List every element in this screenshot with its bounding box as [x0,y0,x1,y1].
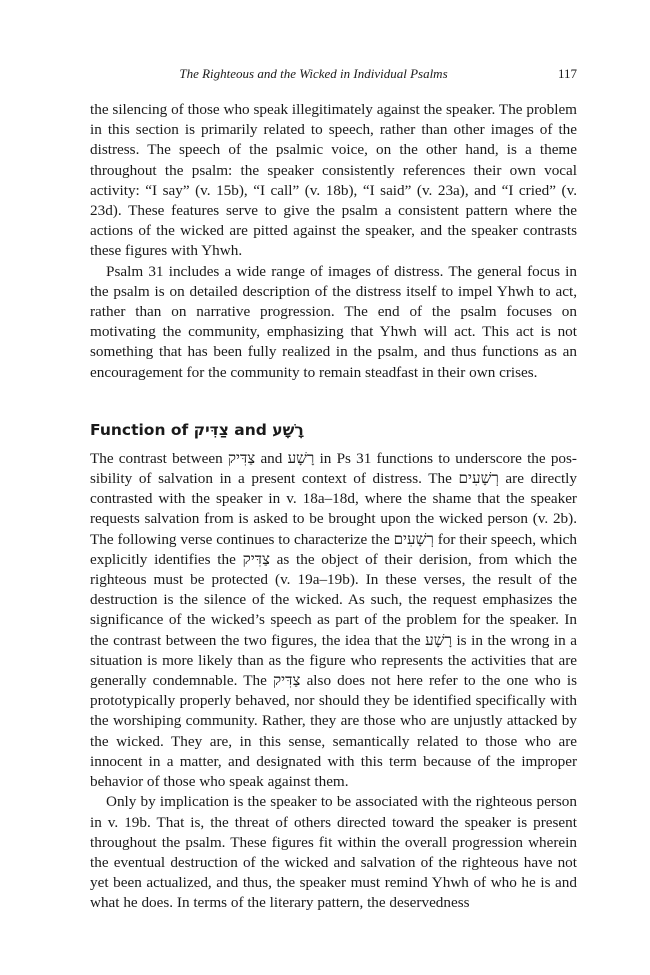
paragraph: the silencing of those who speak illegitimately against the speaker. The problem in this section is primarily related to speech, rather than other images of the distress. The speech of the psalmic voice, on the other hand, is a theme throughout the psalm: the speaker consistently references their own vocal activity: “I say” (v. 15b), “I call” (v. 18b), “I said” (v. 23a), and “I cried” (v. 23d). These features serve to give the psalm a consistent pattern where the actions of the wicked are pitted against the speaker, and the speaker contrasts these figures with Yhwh. [90,101,577,260]
heading-hebrew-term-tsaddiq: צַדִּיק [193,420,229,439]
body-text [90,100,577,383]
section-heading [90,421,577,439]
section-body [90,449,577,914]
running-title: The Righteous and the Wicked in Individual Psalms [179,66,448,81]
running-head [90,66,577,86]
paragraph: Only by implication is the speaker to be associated with the righteous person in v. 19b. That is, the threat of others directed toward the speaker is present throughout the psalm. These figures fit within the overall progression wherein the eventual destruction of the wicked and salvation of the righteous have not yet been actualized, and thus, the speaker must remind Yhwh of who he is and what he does. In terms of the literary pattern, the deservedness [90,793,577,912]
heading-conjunction: and [228,420,273,439]
heading-hebrew-term-rasha: רָשָׁע [272,420,304,439]
book-page [90,66,577,914]
paragraph: The contrast between צַדִּיק and רָשָׁע in Ps 31 functions to underscore the possibility of salvation in a present context of distress. The רְשָׁעִים are directly contrasted with the speaker in v. 18a–18d, where the shame that the speaker requests salvation from is asked to be brought upon the wicked person (v. 2b). The following verse continues to characterize the רְשָׁעִים for their speech, which explicitly identifies the צַדִּיק as the object of their derision, from which the righteous must be protected (v. 19a–19b). In these verses, the result of the destruction is the silence of the wicked. As such, the request emphasizes the significance of the wicked’s speech as part of the problem for the speaker. In the contrast between the two figures, the idea that the רָשָׁע is in the wrong in a situation is more likely than as the figure who represents the activities that are generally condemnable. The צַדִּיק also does not here refer to the one who is prototypically properly behaved, nor should they be identified specifically with the worshiping community. Rather, they are those who are unjustly attacked by the wicked. They are, in this sense, semantically related to those who are innocent in a matter, and designated with this term because of the improper behavior of those who speak against them. [90,449,578,791]
paragraph: Psalm 31 includes a wide range of images of distress. The general focus in the psalm is on detailed description of the distress itself to impel Yhwh to act, rather than on narrative progression. The end of the psalm focuses on motivating the community, emphasizing that Yhwh will act. This act is not something that has been fully realized in the psalm, and thus functions as an encouragement for the community to remain steadfast in their own crises. [90,262,577,381]
heading-prefix: Function of [90,420,194,439]
page-number: 117 [557,66,577,81]
